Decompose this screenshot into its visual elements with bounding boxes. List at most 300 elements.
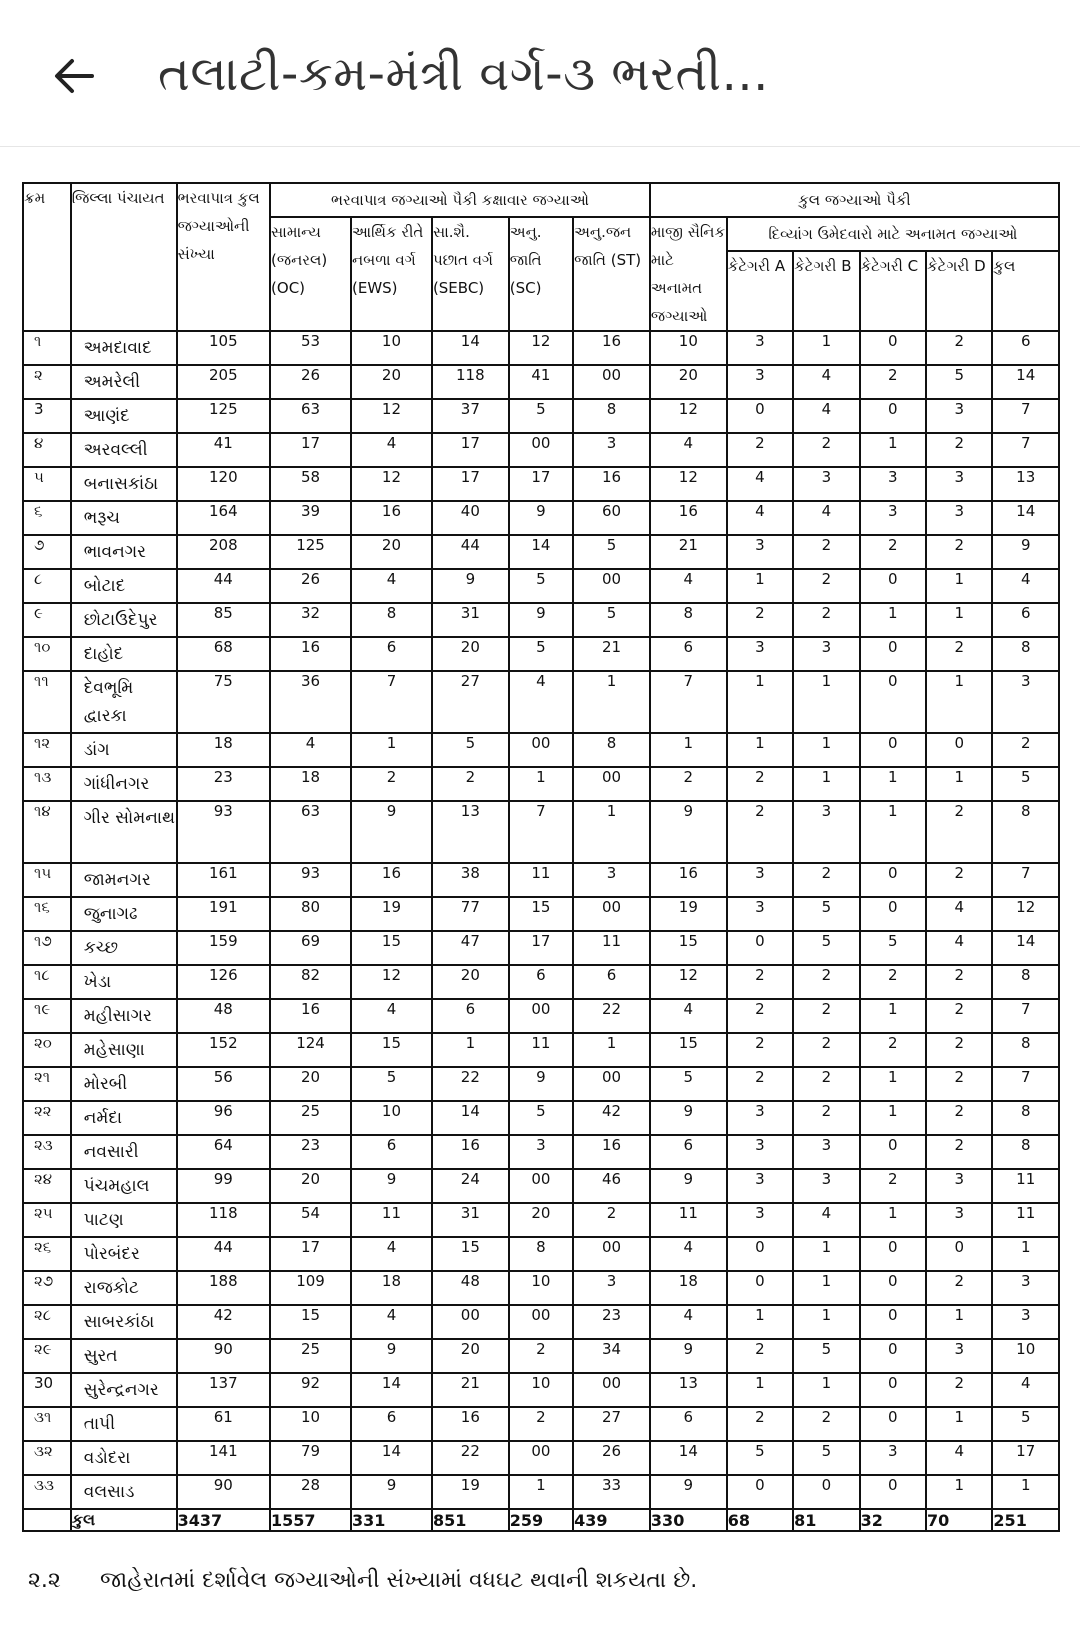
row-value: 6 bbox=[351, 637, 432, 671]
row-value: 1 bbox=[727, 671, 793, 733]
total-cell: 81 bbox=[793, 1509, 859, 1531]
total-cell: 851 bbox=[432, 1509, 509, 1531]
row-value: 2 bbox=[926, 1135, 992, 1169]
row-value: 2 bbox=[926, 1067, 992, 1101]
row-value: 4 bbox=[351, 569, 432, 603]
row-serial: ૩૩ bbox=[23, 1475, 71, 1509]
row-serial: 3 bbox=[23, 399, 71, 433]
row-serial: ૨૨ bbox=[23, 1101, 71, 1135]
row-value: 3 bbox=[573, 433, 650, 467]
row-value: 2 bbox=[926, 535, 992, 569]
row-value: 2 bbox=[926, 801, 992, 863]
row-value: 0 bbox=[793, 1475, 859, 1509]
row-value: 2 bbox=[926, 863, 992, 897]
row-value: 2 bbox=[727, 767, 793, 801]
row-value: 9 bbox=[351, 1169, 432, 1203]
table-row bbox=[23, 467, 1059, 501]
row-district: તાપી bbox=[71, 1407, 177, 1441]
row-value: 15 bbox=[650, 931, 727, 965]
row-serial: ૭ bbox=[23, 535, 71, 569]
row-value: 3 bbox=[793, 801, 859, 863]
row-value: 93 bbox=[270, 863, 351, 897]
row-district: ડાંગ bbox=[71, 733, 177, 767]
row-value: 5 bbox=[793, 931, 859, 965]
row-value: 14 bbox=[351, 1441, 432, 1475]
row-value: 3 bbox=[727, 1135, 793, 1169]
row-value: 6 bbox=[432, 999, 509, 1033]
row-value: 18 bbox=[351, 1271, 432, 1305]
back-button[interactable] bbox=[48, 50, 100, 102]
row-value: 19 bbox=[432, 1475, 509, 1509]
row-district: બોટાદ bbox=[71, 569, 177, 603]
row-value: 2 bbox=[860, 1033, 926, 1067]
row-value: 3 bbox=[860, 1441, 926, 1475]
row-value: 1 bbox=[860, 801, 926, 863]
header-district: જિલ્લા પંચાયત bbox=[71, 183, 177, 331]
total-cell: 331 bbox=[351, 1509, 432, 1531]
row-value: 5 bbox=[351, 1067, 432, 1101]
row-value: 8 bbox=[509, 1237, 573, 1271]
vacancy-table bbox=[22, 182, 1060, 1532]
row-value: 1 bbox=[992, 1475, 1059, 1509]
row-value: 2 bbox=[727, 433, 793, 467]
row-value: 00 bbox=[509, 433, 573, 467]
row-value: 1 bbox=[860, 1067, 926, 1101]
row-value: 11 bbox=[509, 1033, 573, 1067]
row-value: 77 bbox=[432, 897, 509, 931]
row-value: 118 bbox=[177, 1203, 270, 1237]
row-value: 2 bbox=[793, 603, 859, 637]
row-value: 8 bbox=[573, 399, 650, 433]
row-value: 42 bbox=[573, 1101, 650, 1135]
row-value: 20 bbox=[432, 637, 509, 671]
row-district: બનાસકાંઠા bbox=[71, 467, 177, 501]
row-value: 34 bbox=[573, 1339, 650, 1373]
row-value: 4 bbox=[650, 1237, 727, 1271]
row-value: 2 bbox=[509, 1407, 573, 1441]
footer-number: ૨.૨ bbox=[28, 1568, 61, 1593]
header-serial: ક્રમ bbox=[23, 183, 71, 331]
row-value: 8 bbox=[992, 1033, 1059, 1067]
row-value: 4 bbox=[351, 1305, 432, 1339]
row-value: 109 bbox=[270, 1271, 351, 1305]
table-row bbox=[23, 1271, 1059, 1305]
row-value: 23 bbox=[177, 767, 270, 801]
row-value: 10 bbox=[351, 1101, 432, 1135]
row-value: 90 bbox=[177, 1475, 270, 1509]
total-cell: 32 bbox=[860, 1509, 926, 1531]
row-value: 3 bbox=[727, 365, 793, 399]
row-value: 00 bbox=[509, 1169, 573, 1203]
row-value: 21 bbox=[573, 637, 650, 671]
row-value: 11 bbox=[992, 1169, 1059, 1203]
row-value: 4 bbox=[650, 999, 727, 1033]
row-value: 5 bbox=[793, 1339, 859, 1373]
row-value: 00 bbox=[573, 1373, 650, 1407]
row-value: 41 bbox=[177, 433, 270, 467]
table-row bbox=[23, 569, 1059, 603]
table-row bbox=[23, 733, 1059, 767]
row-value: 8 bbox=[992, 1135, 1059, 1169]
row-value: 3 bbox=[727, 1203, 793, 1237]
row-value: 3 bbox=[860, 501, 926, 535]
row-value: 14 bbox=[992, 931, 1059, 965]
row-value: 64 bbox=[177, 1135, 270, 1169]
table-row bbox=[23, 1033, 1059, 1067]
row-value: 14 bbox=[992, 501, 1059, 535]
row-serial: ૨૫ bbox=[23, 1203, 71, 1237]
row-value: 10 bbox=[992, 1339, 1059, 1373]
row-district: ગીર સોમનાથ bbox=[71, 801, 177, 863]
total-cell: 251 bbox=[992, 1509, 1059, 1531]
row-value: 0 bbox=[926, 733, 992, 767]
row-value: 21 bbox=[432, 1373, 509, 1407]
row-value: 17 bbox=[992, 1441, 1059, 1475]
table-row bbox=[23, 1475, 1059, 1509]
row-value: 2 bbox=[509, 1339, 573, 1373]
row-value: 1 bbox=[860, 999, 926, 1033]
row-value: 6 bbox=[992, 603, 1059, 637]
row-value: 5 bbox=[992, 767, 1059, 801]
total-row bbox=[23, 1509, 1059, 1531]
row-value: 6 bbox=[650, 1407, 727, 1441]
row-value: 4 bbox=[727, 501, 793, 535]
row-district: વલસાડ bbox=[71, 1475, 177, 1509]
row-value: 3 bbox=[727, 863, 793, 897]
row-value: 1 bbox=[727, 569, 793, 603]
row-serial: ૮ bbox=[23, 569, 71, 603]
row-value: 16 bbox=[270, 637, 351, 671]
row-district: પાટણ bbox=[71, 1203, 177, 1237]
row-value: 6 bbox=[351, 1407, 432, 1441]
row-value: 1 bbox=[860, 433, 926, 467]
row-value: 00 bbox=[509, 1305, 573, 1339]
row-value: 2 bbox=[926, 1101, 992, 1135]
table-row bbox=[23, 535, 1059, 569]
row-value: 5 bbox=[650, 1067, 727, 1101]
row-serial: ૨૭ bbox=[23, 1271, 71, 1305]
row-value: 2 bbox=[860, 365, 926, 399]
row-value: 8 bbox=[992, 965, 1059, 999]
footer-text: જાહેરાતમાં દર્શાવેલ જગ્યાઓની સંખ્યામાં વધઘટ થવાની શકયતા છે. bbox=[100, 1568, 698, 1593]
table-row bbox=[23, 1407, 1059, 1441]
row-value: 17 bbox=[432, 433, 509, 467]
row-value: 0 bbox=[860, 1237, 926, 1271]
row-value: 2 bbox=[650, 767, 727, 801]
row-value: 2 bbox=[860, 535, 926, 569]
table-body bbox=[23, 331, 1059, 1509]
row-value: 2 bbox=[727, 1067, 793, 1101]
row-value: 2 bbox=[926, 331, 992, 365]
row-value: 19 bbox=[351, 897, 432, 931]
table-row bbox=[23, 1441, 1059, 1475]
row-value: 15 bbox=[650, 1033, 727, 1067]
row-value: 0 bbox=[860, 637, 926, 671]
row-value: 4 bbox=[926, 897, 992, 931]
row-value: 6 bbox=[351, 1135, 432, 1169]
row-value: 1 bbox=[793, 1271, 859, 1305]
row-value: 3 bbox=[727, 331, 793, 365]
row-value: 15 bbox=[509, 897, 573, 931]
table-row bbox=[23, 1237, 1059, 1271]
row-value: 1 bbox=[926, 1407, 992, 1441]
row-value: 2 bbox=[860, 965, 926, 999]
row-value: 1 bbox=[793, 1373, 859, 1407]
row-value: 1 bbox=[926, 1305, 992, 1339]
row-serial: ૧૭ bbox=[23, 931, 71, 965]
total-cell: 1557 bbox=[270, 1509, 351, 1531]
table-row bbox=[23, 1101, 1059, 1135]
row-value: 1 bbox=[926, 671, 992, 733]
row-district: નર્મદા bbox=[71, 1101, 177, 1135]
row-value: 10 bbox=[650, 331, 727, 365]
row-serial: ૩૨ bbox=[23, 1441, 71, 1475]
row-value: 14 bbox=[351, 1373, 432, 1407]
row-value: 9 bbox=[650, 1169, 727, 1203]
table-row bbox=[23, 1135, 1059, 1169]
row-value: 16 bbox=[650, 501, 727, 535]
header-sebc: સા.શૈ. પછાત વર્ગ (SEBC) bbox=[432, 217, 509, 331]
row-value: 7 bbox=[351, 671, 432, 733]
row-value: 25 bbox=[270, 1339, 351, 1373]
row-serial: ૧૫ bbox=[23, 863, 71, 897]
row-value: 9 bbox=[351, 801, 432, 863]
header-cat-c: કેટેગરી C bbox=[860, 251, 926, 331]
row-value: 118 bbox=[432, 365, 509, 399]
table-row bbox=[23, 399, 1059, 433]
row-value: 47 bbox=[432, 931, 509, 965]
row-value: 1 bbox=[793, 733, 859, 767]
row-district: ગાંધીનગર bbox=[71, 767, 177, 801]
row-value: 7 bbox=[992, 863, 1059, 897]
table-row bbox=[23, 1305, 1059, 1339]
row-serial: ૨૬ bbox=[23, 1237, 71, 1271]
row-value: 2 bbox=[351, 767, 432, 801]
row-value: 15 bbox=[351, 931, 432, 965]
row-value: 12 bbox=[509, 331, 573, 365]
row-value: 5 bbox=[860, 931, 926, 965]
row-value: 7 bbox=[650, 671, 727, 733]
row-value: 3 bbox=[509, 1135, 573, 1169]
row-value: 22 bbox=[573, 999, 650, 1033]
row-value: 23 bbox=[573, 1305, 650, 1339]
row-value: 3 bbox=[727, 535, 793, 569]
row-value: 1 bbox=[860, 767, 926, 801]
row-value: 3 bbox=[793, 1135, 859, 1169]
row-serial: ૧ bbox=[23, 331, 71, 365]
row-district: મહેસાણા bbox=[71, 1033, 177, 1067]
row-serial: ૯ bbox=[23, 603, 71, 637]
row-value: 3 bbox=[926, 399, 992, 433]
row-value: 20 bbox=[650, 365, 727, 399]
row-value: 61 bbox=[177, 1407, 270, 1441]
row-district: મોરબી bbox=[71, 1067, 177, 1101]
row-value: 161 bbox=[177, 863, 270, 897]
row-value: 0 bbox=[860, 1373, 926, 1407]
row-value: 8 bbox=[992, 1101, 1059, 1135]
row-value: 2 bbox=[793, 863, 859, 897]
row-value: 13 bbox=[650, 1373, 727, 1407]
row-value: 11 bbox=[992, 1203, 1059, 1237]
row-value: 137 bbox=[177, 1373, 270, 1407]
row-value: 20 bbox=[351, 535, 432, 569]
row-value: 0 bbox=[860, 1339, 926, 1373]
row-value: 11 bbox=[351, 1203, 432, 1237]
row-value: 16 bbox=[432, 1135, 509, 1169]
row-value: 1 bbox=[573, 1033, 650, 1067]
row-value: 0 bbox=[727, 399, 793, 433]
row-value: 0 bbox=[860, 733, 926, 767]
row-value: 5 bbox=[509, 1101, 573, 1135]
row-value: 9 bbox=[509, 501, 573, 535]
row-value: 20 bbox=[351, 365, 432, 399]
row-value: 13 bbox=[992, 467, 1059, 501]
row-value: 7 bbox=[992, 433, 1059, 467]
row-value: 37 bbox=[432, 399, 509, 433]
row-value: 4 bbox=[793, 399, 859, 433]
row-district: સુરત bbox=[71, 1339, 177, 1373]
row-value: 3 bbox=[926, 1339, 992, 1373]
row-value: 12 bbox=[992, 897, 1059, 931]
row-district: નવસારી bbox=[71, 1135, 177, 1169]
row-value: 8 bbox=[992, 801, 1059, 863]
row-value: 3 bbox=[727, 637, 793, 671]
row-value: 56 bbox=[177, 1067, 270, 1101]
row-value: 00 bbox=[509, 733, 573, 767]
row-district: ભાવનગર bbox=[71, 535, 177, 569]
row-value: 1 bbox=[432, 1033, 509, 1067]
footer-note bbox=[28, 1568, 697, 1593]
row-value: 2 bbox=[573, 1203, 650, 1237]
header-total-posts: ભરવાપાત્ર કુલ જગ્યાઓની સંખ્યા bbox=[177, 183, 270, 331]
row-value: 3 bbox=[727, 1169, 793, 1203]
row-value: 16 bbox=[432, 1407, 509, 1441]
row-value: 16 bbox=[573, 467, 650, 501]
row-value: 12 bbox=[650, 399, 727, 433]
row-value: 18 bbox=[650, 1271, 727, 1305]
row-value: 2 bbox=[727, 999, 793, 1033]
row-value: 00 bbox=[573, 897, 650, 931]
row-value: 16 bbox=[351, 863, 432, 897]
row-value: 12 bbox=[351, 467, 432, 501]
row-value: 1 bbox=[727, 1305, 793, 1339]
row-serial: ૨૯ bbox=[23, 1339, 71, 1373]
row-value: 3 bbox=[992, 1271, 1059, 1305]
row-value: 9 bbox=[351, 1339, 432, 1373]
row-value: 4 bbox=[351, 433, 432, 467]
row-value: 42 bbox=[177, 1305, 270, 1339]
row-value: 2 bbox=[926, 1373, 992, 1407]
row-value: 00 bbox=[509, 999, 573, 1033]
row-value: 10 bbox=[509, 1271, 573, 1305]
row-value: 1 bbox=[793, 331, 859, 365]
row-value: 125 bbox=[270, 535, 351, 569]
row-value: 1 bbox=[992, 1237, 1059, 1271]
row-value: 40 bbox=[432, 501, 509, 535]
header-disabled-total: કુલ bbox=[992, 251, 1059, 331]
row-value: 1 bbox=[793, 671, 859, 733]
row-district: ભરૂચ bbox=[71, 501, 177, 535]
row-value: 0 bbox=[860, 1407, 926, 1441]
row-value: 1 bbox=[727, 1373, 793, 1407]
row-value: 14 bbox=[432, 331, 509, 365]
row-value: 19 bbox=[650, 897, 727, 931]
header-cat-a: કેટેગરી A bbox=[727, 251, 793, 331]
row-value: 9 bbox=[509, 1067, 573, 1101]
row-value: 00 bbox=[573, 1237, 650, 1271]
row-value: 27 bbox=[432, 671, 509, 733]
row-value: 0 bbox=[860, 1135, 926, 1169]
row-value: 1 bbox=[793, 1237, 859, 1271]
row-value: 125 bbox=[177, 399, 270, 433]
row-value: 2 bbox=[926, 999, 992, 1033]
row-value: 0 bbox=[860, 331, 926, 365]
row-value: 1 bbox=[860, 1101, 926, 1135]
row-value: 9 bbox=[650, 1339, 727, 1373]
table-row bbox=[23, 801, 1059, 863]
row-value: 2 bbox=[727, 1339, 793, 1373]
row-value: 22 bbox=[432, 1067, 509, 1101]
row-value: 00 bbox=[573, 569, 650, 603]
row-value: 11 bbox=[650, 1203, 727, 1237]
row-value: 00 bbox=[509, 1441, 573, 1475]
row-value: 0 bbox=[860, 671, 926, 733]
row-value: 2 bbox=[793, 433, 859, 467]
row-value: 3 bbox=[727, 897, 793, 931]
row-value: 205 bbox=[177, 365, 270, 399]
row-value: 6 bbox=[509, 965, 573, 999]
row-value: 0 bbox=[860, 897, 926, 931]
table-row bbox=[23, 897, 1059, 931]
row-value: 22 bbox=[432, 1441, 509, 1475]
row-value: 1 bbox=[926, 767, 992, 801]
row-value: 00 bbox=[573, 1067, 650, 1101]
row-value: 2 bbox=[926, 1271, 992, 1305]
row-district: અમરેલી bbox=[71, 365, 177, 399]
row-value: 3 bbox=[926, 501, 992, 535]
row-value: 164 bbox=[177, 501, 270, 535]
header-disabled-group: દિવ્યાંગ ઉમેદવારો માટે અનામત જગ્યાઓ bbox=[727, 217, 1059, 251]
table-row bbox=[23, 767, 1059, 801]
row-value: 6 bbox=[650, 1135, 727, 1169]
row-value: 2 bbox=[432, 767, 509, 801]
row-value: 96 bbox=[177, 1101, 270, 1135]
row-district: અરવલ્લી bbox=[71, 433, 177, 467]
row-value: 12 bbox=[351, 399, 432, 433]
row-value: 5 bbox=[573, 603, 650, 637]
row-value: 79 bbox=[270, 1441, 351, 1475]
row-value: 13 bbox=[432, 801, 509, 863]
row-value: 18 bbox=[177, 733, 270, 767]
row-value: 2 bbox=[727, 965, 793, 999]
row-serial: ૧૦ bbox=[23, 637, 71, 671]
row-value: 28 bbox=[270, 1475, 351, 1509]
row-value: 1 bbox=[793, 767, 859, 801]
row-value: 3 bbox=[573, 1271, 650, 1305]
row-value: 3 bbox=[926, 467, 992, 501]
row-value: 5 bbox=[509, 637, 573, 671]
row-value: 2 bbox=[793, 1101, 859, 1135]
row-value: 1 bbox=[573, 671, 650, 733]
row-value: 21 bbox=[650, 535, 727, 569]
row-serial: ૧૧ bbox=[23, 671, 71, 733]
row-value: 4 bbox=[793, 501, 859, 535]
row-value: 60 bbox=[573, 501, 650, 535]
row-value: 39 bbox=[270, 501, 351, 535]
row-district: છોટાઉદેપુર bbox=[71, 603, 177, 637]
row-value: 4 bbox=[992, 1373, 1059, 1407]
row-value: 7 bbox=[992, 1067, 1059, 1101]
